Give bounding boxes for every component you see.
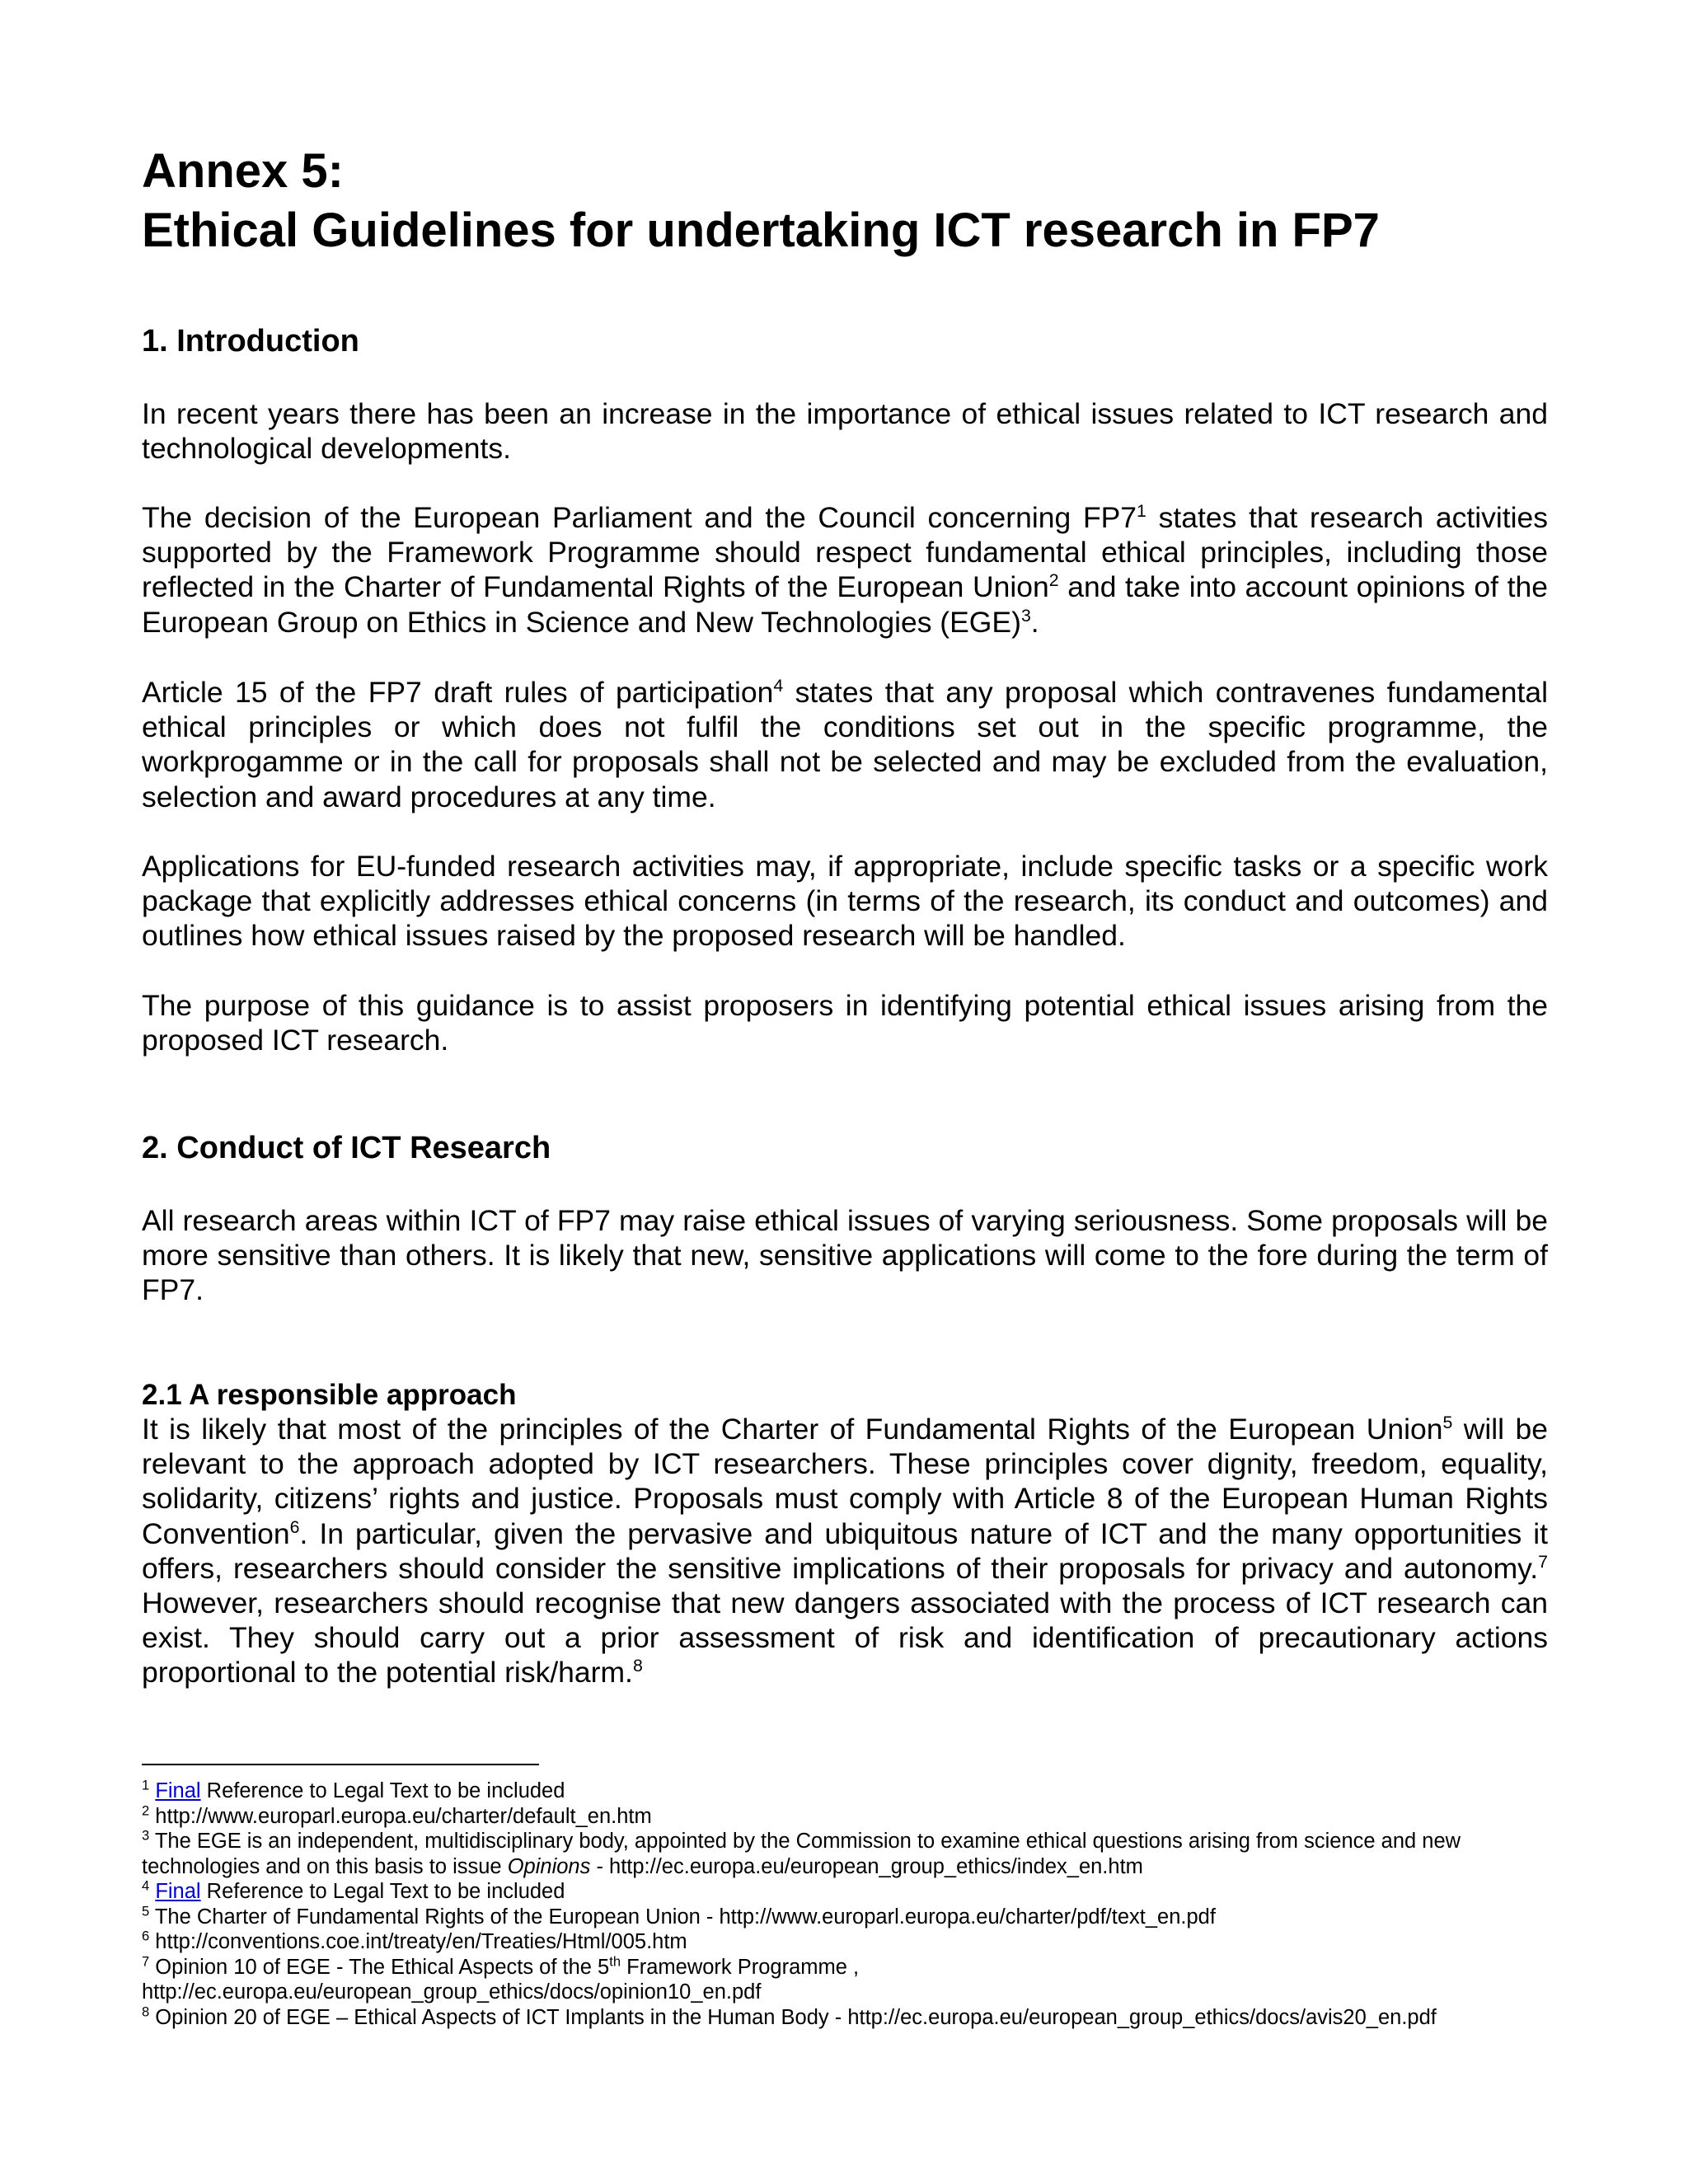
footnote-1-link[interactable]: Final bbox=[155, 1779, 201, 1802]
footnote-ref-2[interactable]: 2 bbox=[1048, 570, 1059, 591]
footnotes bbox=[142, 1779, 1551, 2030]
intro-paragraph-2: The decision of the European Parliament and the Council concerning $FP7^1$ states that research activities supported by the Framework Programme should respect fundamental ethical principles, including those reflected in the Charter of Fundamental Rights of the European Union$^2$ and take into account opinions of the European Group on Ethics in Science and New Technologies (EGE)$^3$. bbox=[142, 501, 1548, 639]
footnote-ref-5[interactable]: 5 bbox=[1442, 1413, 1453, 1433]
footnote-8: $^8$ Opinion 20 of EGE – Ethical Aspects of ICT Implants in the Human Body - http://ec.europa.eu/european_group_ethics/docs/avis20_en.pdf bbox=[142, 2004, 1437, 2029]
footnote-2: $^2$ http://www.europarl.europa.eu/charter/default_en.htm bbox=[142, 1802, 652, 1828]
page-title bbox=[142, 142, 1559, 260]
intro-paragraph-1: In recent years there has been an increase in the importance of ethical issues related to ICT research and technological developments. bbox=[142, 397, 1548, 466]
footnote-ref-7[interactable]: 7 bbox=[1538, 1551, 1548, 1572]
footnote-ref-8[interactable]: 8 bbox=[632, 1656, 643, 1676]
footnote-6: $^6$ http://conventions.coe.int/treaty/en/Treaties/Html/005.htm bbox=[142, 1928, 687, 1953]
intro-paragraph-3: Article 15 of the FP7 draft rules of participation$^4$ states that any proposal which contravenes fundamental ethical principles or which does not fulfil the conditions set out in the specific programme, the workprogamme or in the call for proposals shall not be selected and may be excluded from the evaluation, selection and award procedures at any time. bbox=[142, 676, 1548, 813]
footnote-5: $^5$ The Charter of Fundamental Rights of the European Union - http://www.europarl.europa.eu/charter/pdf/text_en.pdf bbox=[142, 1903, 1216, 1929]
footnote-ref-4[interactable]: 4 bbox=[773, 676, 784, 696]
section-heading-introduction: 1. Introduction bbox=[142, 324, 359, 359]
section-heading-conduct: 2. Conduct of ICT Research bbox=[142, 1131, 551, 1165]
subsection-heading-responsible-approach: 2.1 A responsible approach bbox=[142, 1379, 517, 1411]
footnote-ref-1[interactable]: 1 bbox=[1137, 501, 1146, 522]
footnote-4: $^4$ Final Reference to Legal Text to be included bbox=[142, 1877, 565, 1903]
footnote-3: $^3$ The EGE is an independent, multidisciplinary body, appointed by the Commission to examine ethical questions arising from science and new technologies and on this basis to issue Opinions - http://ec.europa.eu/european_group_ethics/index_en.htm bbox=[142, 1827, 1461, 1878]
intro-paragraph-5: The purpose of this guidance is to assist proposers in identifying potential ethical issues arising from the proposed ICT research. bbox=[142, 989, 1548, 1057]
title-line-annex: Annex 5: bbox=[142, 144, 344, 198]
footnote-4-link[interactable]: Final bbox=[155, 1880, 201, 1903]
footnote-1: $^1$ Final Reference to Legal Text to be included bbox=[142, 1777, 565, 1802]
footnote-7: $^7$ Opinion 10 of EGE - The Ethical Aspects of the 5th Framework Programme , http://ec.europa.eu/european_group_ethics/docs/opinion10_en.pdf bbox=[142, 1953, 860, 2004]
responsible-approach-paragraph: It is likely that most of the principles of the Charter of Fundamental Rights of the European Union$^5$ will be relevant to the approach adopted by ICT researchers. These principles cover dignity, freedom, equality, solidarity, citizens’ rights and justice. Proposals must comply with Article 8 of the European Human Rights Convention$^6$. In particular, given the pervasive and ubiquitous nature of ICT and the many opportunities it offers, researchers should consider the sensitive implications of their proposals for privacy and autonomy.$^7$ However, researchers should recognise that new dangers associated with the process of ICT research can exist. They should carry out a prior assessment of risk and identification of precautionary actions proportional to the potential risk/harm.$^8$ bbox=[142, 1413, 1549, 1690]
intro-paragraph-4: Applications for EU-funded research activities may, if appropriate, include specific tasks or a specific work package that explicitly addresses ethical concerns (in terms of the research, its conduct and outcomes) and outlines how ethical issues raised by the proposed research will be handled. bbox=[142, 850, 1548, 953]
footnote-ref-3[interactable]: 3 bbox=[1020, 605, 1031, 626]
footnote-separator bbox=[142, 1764, 539, 1765]
footnote-ref-6[interactable]: 6 bbox=[289, 1516, 300, 1537]
conduct-paragraph-1: All research areas within ICT of FP7 may raise ethical issues of varying seriousness. Some proposals will be more sensitive than others. It is likely that new, sensitive applications will come to the fore during the term of FP7. bbox=[142, 1204, 1548, 1307]
title-line-guidelines: Ethical Guidelines for undertaking ICT research in FP7 bbox=[142, 204, 1380, 257]
